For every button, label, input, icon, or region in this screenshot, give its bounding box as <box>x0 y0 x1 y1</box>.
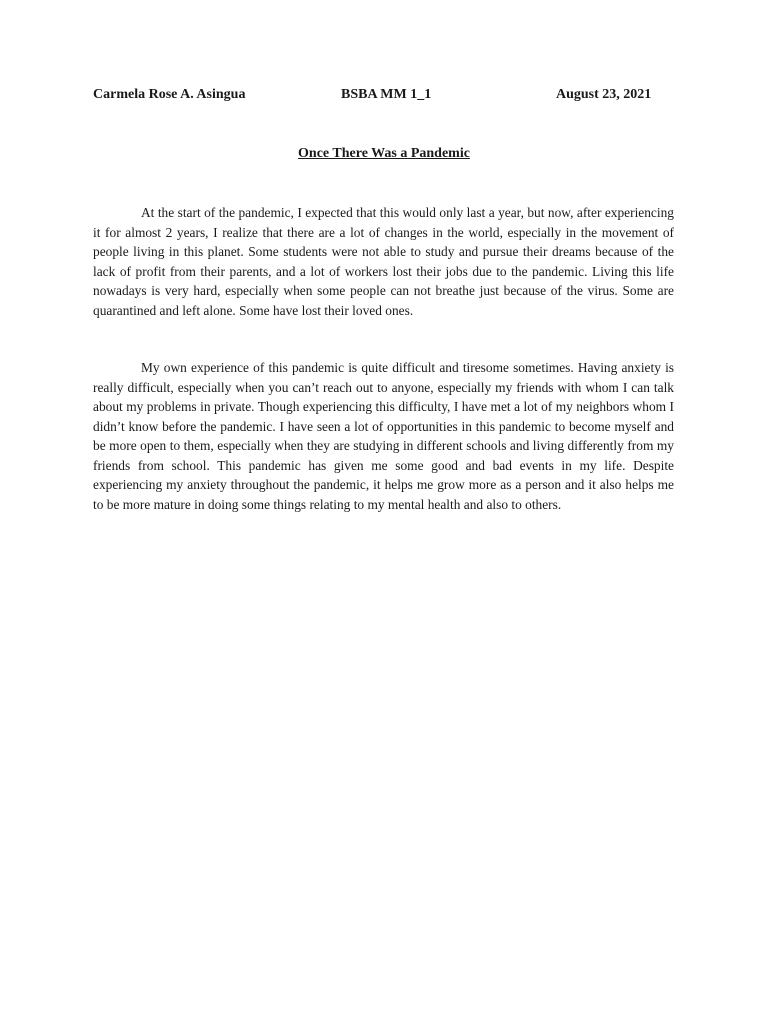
body-paragraph-2: My own experience of this pandemic is quite difficult and tiresome sometimes. Having anxiety is really difficult, especially when you can’t reach out to anyone, especially my friends with whom I can talk about my problems in private. Though experiencing this difficulty, I have met a lot of my neighbors whom I didn’t know before the pandemic. I have seen a lot of opportunities in this pandemic to become myself and be more open to them, especially when they are studying in different schools and living differently from my friends from school. This pandemic has given me some good and bad events in my life. Despite experiencing my anxiety throughout the pandemic, it helps me grow more as a person and it also helps me to be more mature in doing some things relating to my mental health and also to others. <box>93 360 674 512</box>
course-section: BSBA MM 1_1 <box>341 87 432 102</box>
document-header <box>0 87 768 107</box>
body-paragraph-1: At the start of the pandemic, I expected that this would only last a year, but now, after experiencing it for almost 2 years, I realize that there are a lot of changes in the world, especially in the movement of people living in this planet. Some students were not able to study and pursue their dreams because of the lack of profit from their parents, and a lot of workers lost their jobs due to the pandemic. Living this life nowadays is very hard, especially when some people can not breathe just because of the virus. Some are quarantined and left alone. Some have lost their loved ones. <box>93 205 674 318</box>
document-date: August 23, 2021 <box>556 87 652 102</box>
author-name: Carmela Rose A. Asingua <box>93 87 246 102</box>
document-title: Once There Was a Pandemic <box>298 146 470 161</box>
